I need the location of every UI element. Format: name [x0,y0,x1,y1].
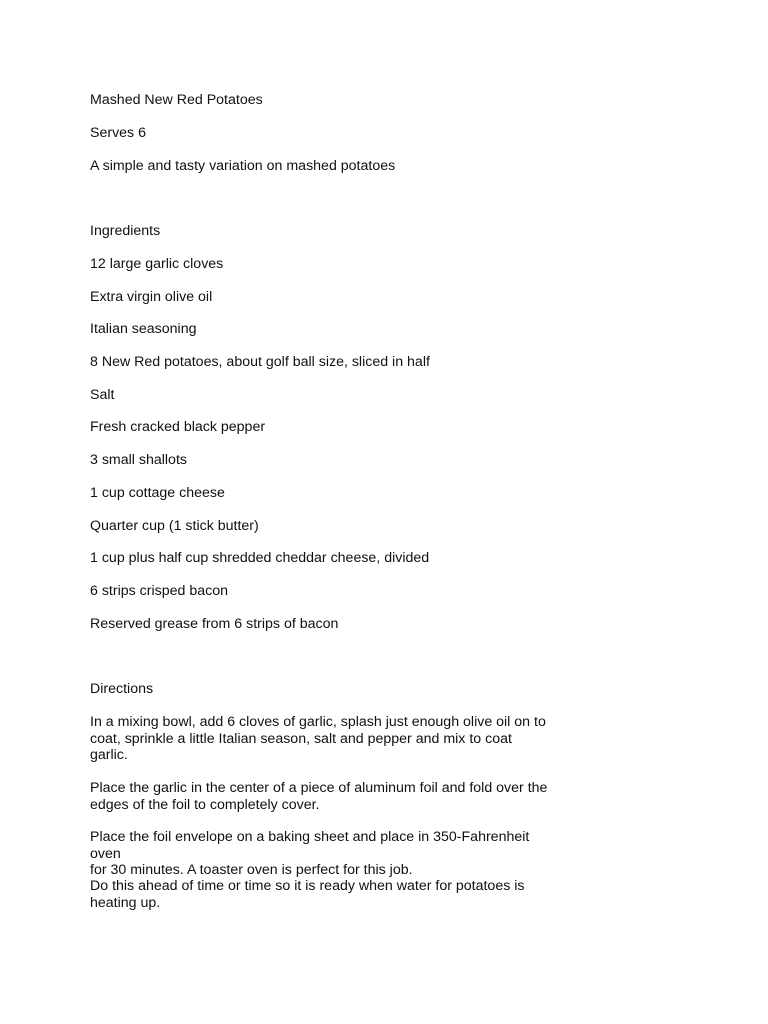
direction-step: Place the foil envelope on a baking sheet and place in 350-Fahrenheit oven for 30 minutes. A toaster oven is perfect for this job. [90,829,530,878]
ingredient-item: Salt [90,387,115,403]
recipe-description: A simple and tasty variation on mashed potatoes [90,158,396,174]
ingredient-item: 12 large garlic cloves [90,256,224,272]
ingredient-item: 1 cup cottage cheese [90,485,225,501]
recipe-title: Mashed New Red Potatoes [90,92,263,108]
ingredient-item: Italian seasoning [90,321,197,337]
ingredient-item: 8 New Red potatoes, about golf ball size, sliced in half [90,354,430,370]
directions-heading: Directions [90,681,154,697]
direction-step: In a mixing bowl, add 6 cloves of garlic, splash just enough olive oil on to coat, sprinkle a little Italian season, salt and pepper and mix to coat garlic. [90,714,546,763]
serves-line: Serves 6 [90,125,146,141]
ingredient-item: Reserved grease from 6 strips of bacon [90,616,339,632]
direction-step: Place the garlic in the center of a piece of aluminum foil and fold over the edges of the foil to completely cover. [90,780,548,813]
direction-step: Do this ahead of time or time so it is ready when water for potatoes is heating up. [90,878,525,911]
ingredient-item: 3 small shallots [90,452,187,468]
ingredients-heading: Ingredients [90,223,161,239]
ingredient-item: Extra virgin olive oil [90,289,213,305]
ingredient-item: 1 cup plus half cup shredded cheddar cheese, divided [90,550,430,566]
ingredient-item: Fresh cracked black pepper [90,419,266,435]
ingredient-item: Quarter cup (1 stick butter) [90,518,259,534]
ingredient-item: 6 strips crisped bacon [90,583,229,599]
